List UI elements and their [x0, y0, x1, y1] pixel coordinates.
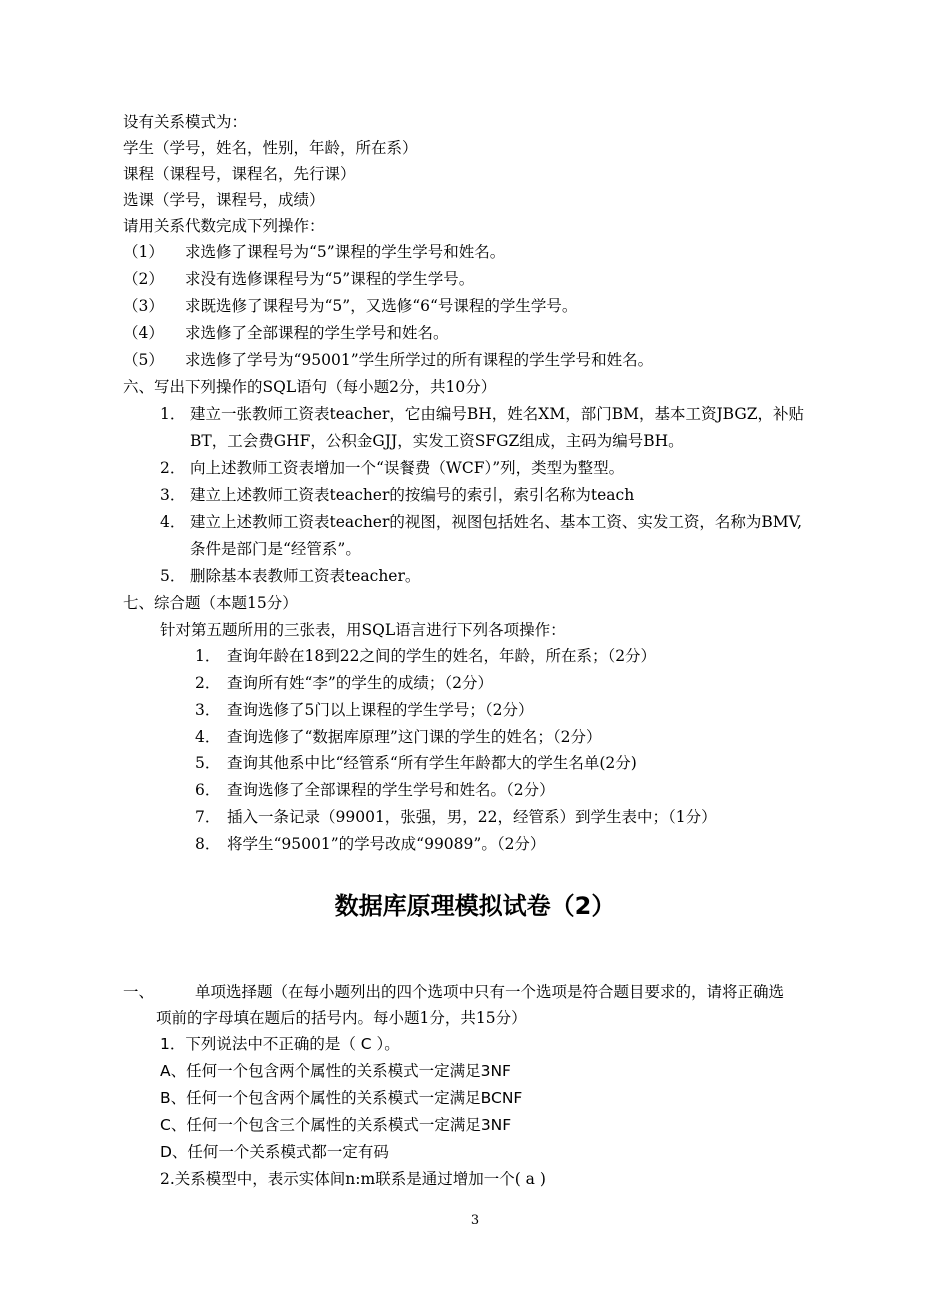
- algebra-item-1: （1） 求选修了课程号为“5”课程的学生学号和姓名。: [123, 243, 506, 261]
- section6-item-1-cont: BT，工会费GHF，公积金GJJ，实发工资SFGZ组成，主码为编号BH。: [190, 432, 684, 450]
- section7-item-2: 2． 查询所有姓“李”的学生的成绩；（2分）: [195, 674, 493, 692]
- page-number: 3: [470, 1213, 480, 1228]
- question-1: 1．下列说法中不正确的是（ C ）。: [160, 1035, 400, 1053]
- intro-line-3: 课程（课程号，课程名，先行课）: [123, 165, 356, 183]
- intro-line-4: 选课（学号，课程号，成绩）: [123, 191, 325, 209]
- section7-item-4: 4． 查询选修了“数据库原理”这门课的学生的姓名；（2分）: [195, 728, 602, 746]
- section6-item-2: 2． 向上述教师工资表增加一个“误餐费（WCF）”列，类型为整型。: [160, 459, 625, 477]
- option-c: C、任何一个包含三个属性的关系模式一定满足3NF: [160, 1116, 512, 1134]
- section6-item-3: 3． 建立上述教师工资表teacher的按编号的索引，索引名称为teach: [160, 486, 635, 504]
- exam-title: 数据库原理模拟试卷（2）: [334, 892, 616, 920]
- intro-line-2: 学生（学号，姓名，性别，年龄，所在系）: [123, 139, 418, 157]
- section7-item-5: 5． 查询其他系中比“经管系“所有学生年龄都大的学生名单(2分): [195, 754, 637, 772]
- option-b: B、任何一个包含两个属性的关系模式一定满足BCNF: [160, 1089, 523, 1107]
- intro-line-5: 请用关系代数完成下列操作：: [123, 217, 325, 235]
- question-2: 2.关系模型中，表示实体间n:m联系是通过增加一个( a ): [160, 1170, 546, 1188]
- algebra-item-2: （2） 求没有选修课程号为“5”课程的学生学号。: [123, 270, 475, 288]
- section6-item-4: 4． 建立上述教师工资表teacher的视图，视图包括姓名、基本工资、实发工资，名称为BMV,: [160, 513, 803, 531]
- section7-heading: 七、综合题（本题15分）: [123, 594, 298, 612]
- section7-item-6: 6． 查询选修了全部课程的学生学号和姓名。（2分）: [195, 781, 555, 799]
- section6-item-1: 1． 建立一张教师工资表teacher，它由编号BH，姓名XM，部门BM，基本工资JBGZ，补贴: [160, 405, 805, 423]
- section7-item-7: 7． 插入一条记录（99001，张强，男，22，经管系）到学生表中；（1分）: [195, 808, 717, 826]
- part1-heading: 一、 单项选择题（在每小题列出的四个选项中只有一个选项是符合题目要求的，请将正确选: [123, 983, 785, 1001]
- section7-item-1: 1． 查询年龄在18到22之间的学生的姓名，年龄，所在系；（2分）: [195, 647, 657, 665]
- section6-item-5: 5． 删除基本表教师工资表teacher。: [160, 567, 421, 585]
- algebra-item-4: （4） 求选修了全部课程的学生学号和姓名。: [123, 324, 449, 342]
- section6-item-4-cont: 条件是部门是“经管系”。: [190, 540, 361, 558]
- section6-heading: 六、写出下列操作的SQL语句（每小题2分，共10分）: [123, 378, 497, 396]
- option-a: A、任何一个包含两个属性的关系模式一定满足3NF: [160, 1062, 511, 1080]
- intro-line-1: 设有关系模式为：: [123, 113, 248, 131]
- option-d: D、任何一个关系模式都一定有码: [160, 1143, 389, 1161]
- section7-intro: 针对第五题所用的三张表，用SQL语言进行下列各项操作：: [160, 621, 566, 639]
- section7-item-3: 3． 查询选修了5门以上课程的学生学号；（2分）: [195, 701, 534, 719]
- algebra-item-3: （3） 求既选修了课程号为“5”，又选修“6“号课程的学生学号。: [123, 297, 578, 315]
- algebra-item-5: （5） 求选修了学号为“95001”学生所学过的所有课程的学生学号和姓名。: [123, 351, 654, 369]
- part1-heading-cont: 项前的字母填在题后的括号内。每小题1分，共15分）: [156, 1009, 527, 1027]
- section7-item-8: 8． 将学生“95001”的学号改成“99089”。（2分）: [195, 835, 546, 853]
